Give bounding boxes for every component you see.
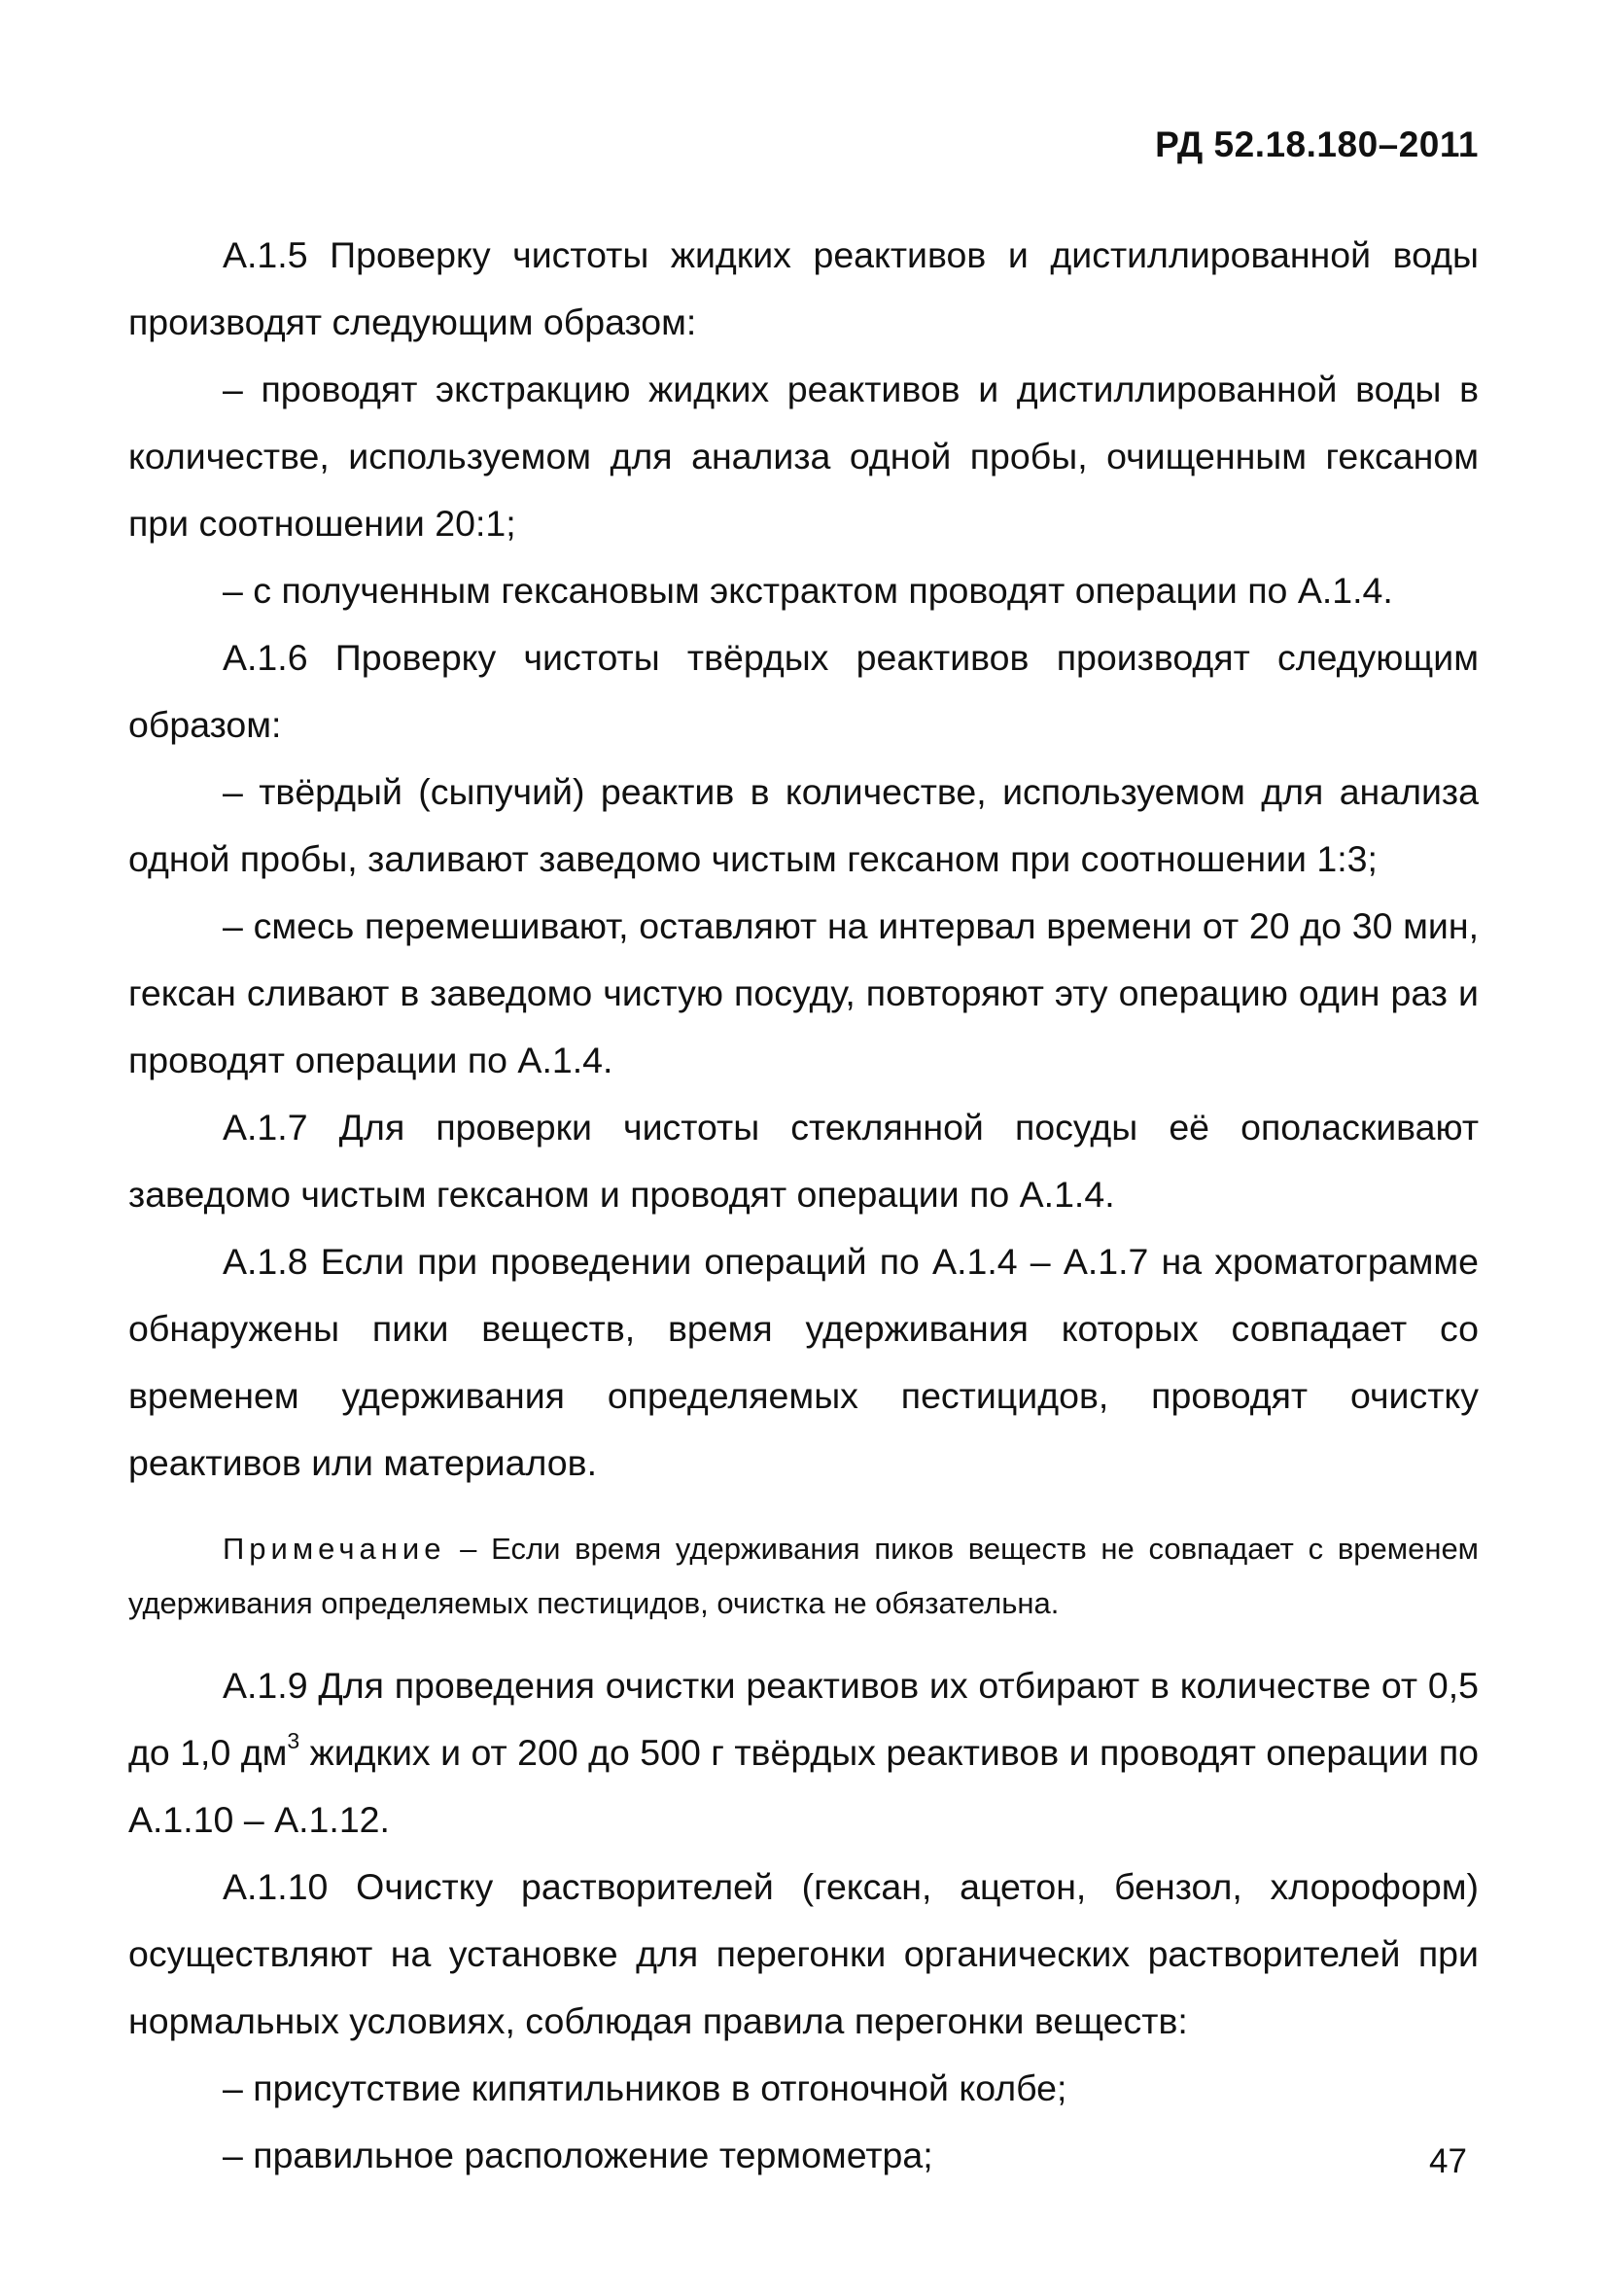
list-item-mixing: – смесь перемешивают, оставляют на интервал времени от 20 до 30 мин, гексан сливают в заведомо чистую посуду, повторяют эту операцию один раз и проводят операции по А.1.4.: [128, 905, 1479, 1080]
paragraph-a17: А.1.7 Для проверки чистоты стеклянной посуды её ополаскивают заведомо чистым гексаном и проводят операции по А.1.4.: [128, 1107, 1479, 1215]
document-code: РД 52.18.180–2011: [1155, 124, 1479, 164]
superscript-cube: 3: [287, 1727, 300, 1753]
page-number: 47: [1429, 2142, 1467, 2180]
list-item-hexane-extract: – с полученным гексановым экстрактом проводят операции по А.1.4.: [223, 570, 1393, 611]
paragraph-a15: А.1.5 Проверку чистоты жидких реактивов и дистиллированной воды производят следующим образом:: [128, 234, 1479, 342]
note-label: Примечание: [223, 1532, 446, 1566]
paragraph-a19-part1: А.1.9 Для проведения очистки реактивов их отбирают в количестве от 0,5 до 1,0 дм: [128, 1665, 1479, 1773]
document-body: [128, 222, 1479, 2189]
note-text: – Если время удерживания пиков веществ не совпадает с временем удерживания определяемых пестицидов, очистка не обязательна.: [128, 1532, 1479, 1620]
paragraph-a19: [128, 1652, 1479, 1854]
list-item-boiling-chips: – присутствие кипятильников в отгоночной колбе;: [223, 2067, 1067, 2108]
paragraph-a16: А.1.6 Проверку чистоты твёрдых реактивов производят следующим образом:: [128, 637, 1479, 745]
paragraph-a19-part2: жидких и от 200 до 500 г твёрдых реактивов и проводят операции по А.1.10 – А.1.12.: [128, 1732, 1479, 1840]
paragraph-a18: А.1.8 Если при проведении операций по А.1.4 – А.1.7 на хроматограмме обнаружены пики веществ, время удерживания которых совпадает со временем удерживания определяемых пестицидов, проводят очистку реактивов или материалов.: [128, 1241, 1479, 1483]
list-item-extraction: – проводят экстракцию жидких реактивов и дистиллированной воды в количестве, используемом для анализа одной пробы, очищенным гексаном при соотношении 20:1;: [128, 369, 1479, 544]
list-item-solid-reagent: – твёрдый (сыпучий) реактив в количестве, используемом для анализа одной пробы, заливают заведомо чистым гексаном при соотношении 1:3;: [128, 771, 1479, 879]
note: [128, 1522, 1479, 1631]
list-item-thermometer: – правильное расположение термометра;: [223, 2135, 933, 2175]
paragraph-a110: А.1.10 Очистку растворителей (гексан, ацетон, бензол, хлороформ) осуществляют на установке для перегонки органических растворителей при нормальных условиях, соблюдая правила перегонки веществ:: [128, 1866, 1479, 2041]
